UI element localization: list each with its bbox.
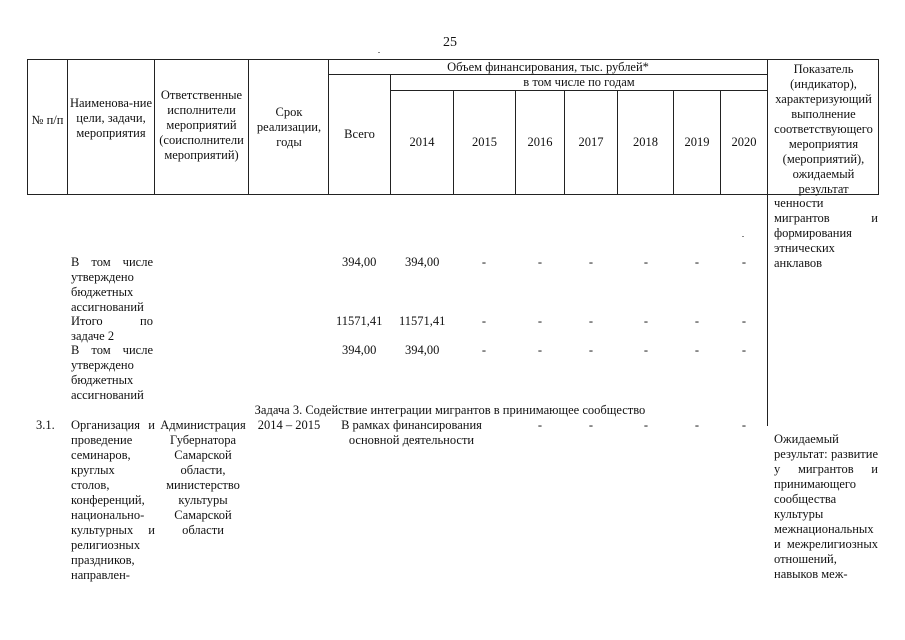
row-2015: - — [481, 314, 487, 328]
item-dash: - — [643, 418, 649, 432]
row-2016: - — [537, 343, 543, 357]
row-2019: - — [694, 314, 700, 328]
header-name: Наименова-ние цели, задачи, мероприятия — [69, 96, 153, 140]
row-2017: - — [588, 314, 594, 328]
header-year-2017: 2017 — [578, 135, 604, 149]
row-label: В том числе утверждено бюджетных ассигнований — [71, 255, 153, 314]
row-2016: - — [537, 314, 543, 328]
item-term: 2014 – 2015 — [257, 418, 321, 432]
item-result: Ожидаемый результат: развитие у мигрантов и принимающего сообщества культуры межнациональных и межрелигиозных отношений, навыков меж- — [774, 432, 878, 581]
header-total: Всего — [344, 127, 375, 141]
header-year-2016: 2016 — [527, 135, 553, 149]
row-2016: - — [537, 255, 543, 269]
indicator-continuation: ченности мигрантов и формирования этнических анклавов — [774, 196, 878, 270]
row-2018: - — [643, 255, 649, 269]
row-label: В том числе утверждено бюджетных ассигнований — [71, 343, 153, 402]
header-indicator: Показатель (индикатор), характеризующий выполнение соответствующего мероприятия (мероприятий), ожидаемый результат — [774, 62, 873, 196]
row-2015: - — [481, 255, 487, 269]
item-number: 3.1. — [36, 418, 55, 432]
item-name: Организация и проведение семинаров, круглых столов, конференций, национально-культурных и религиозных праздников, направлен- — [71, 418, 155, 582]
header-year-2018: 2018 — [633, 135, 658, 149]
page-number: 25 — [443, 35, 457, 50]
header-year-2020: 2020 — [731, 135, 757, 149]
item-dash: - — [741, 418, 747, 432]
row-2019: - — [694, 343, 700, 357]
item-funding: В рамках финансирования основной деятельности — [341, 418, 482, 447]
header-year-2015: 2015 — [472, 135, 497, 149]
item-dash: - — [694, 418, 700, 432]
header-by-year: в том числе по годам — [523, 75, 635, 89]
row-2017: - — [588, 343, 594, 357]
header-year-2014: 2014 — [409, 135, 435, 149]
row-total: 394,00 — [342, 343, 377, 357]
row-label: Итого по задаче 2 — [71, 314, 153, 343]
item-dash: - — [537, 418, 543, 432]
row-2018: - — [643, 314, 649, 328]
row-2015: - — [481, 343, 487, 357]
row-2014: 394,00 — [405, 255, 440, 269]
row-2018: - — [643, 343, 649, 357]
row-2019: - — [694, 255, 700, 269]
item-dash: - — [588, 418, 594, 432]
row-2014: 11571,41 — [399, 314, 446, 328]
header-executors: Ответственные исполнители мероприятий (соисполнители мероприятий) — [159, 88, 244, 162]
row-total: 11571,41 — [336, 314, 383, 328]
row-2020: - — [741, 255, 747, 269]
header-term: Срок реализации, годы — [256, 105, 322, 149]
row-2020: - — [741, 314, 747, 328]
row-total: 394,00 — [342, 255, 377, 269]
row-2017: - — [588, 255, 594, 269]
row-2020: - — [741, 343, 747, 357]
header-year-2019: 2019 — [684, 135, 710, 149]
header-funding: Объем финансирования, тыс. рублей* — [447, 60, 649, 74]
header-num: № п/п — [31, 113, 64, 127]
row-2014: 394,00 — [405, 343, 440, 357]
item-executor: Администрация Губернатора Самарской области, министерство культуры Самарской области — [160, 418, 246, 537]
task-heading: Задача 3. Содействие интеграции мигрантов в принимающее сообщество — [254, 403, 646, 417]
